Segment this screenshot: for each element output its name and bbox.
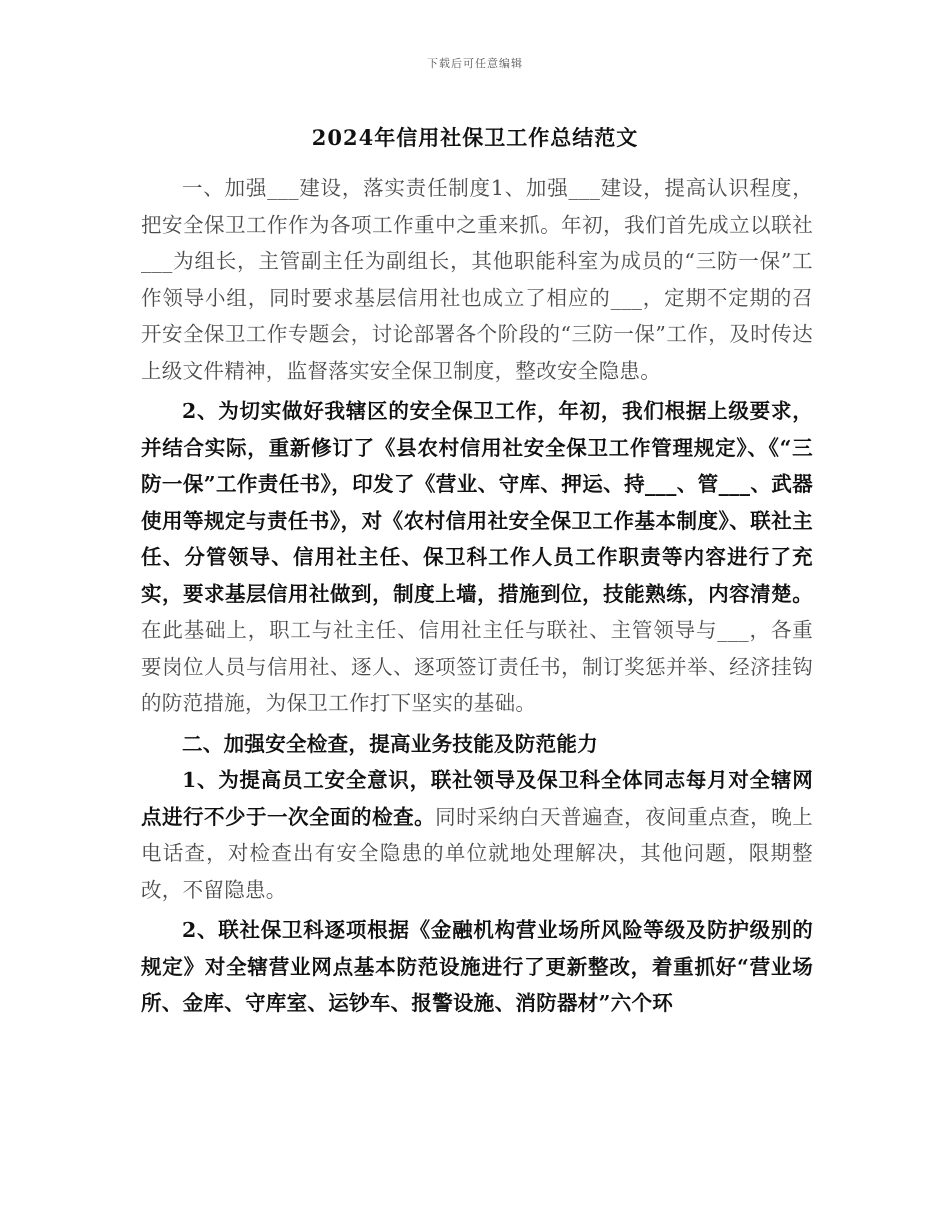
paragraph-3-bold-text: 1、为提高员工安全意识，联社领导及保卫科全体同志每月对全辖网点进行不少于一次全面的检查。 (141, 768, 813, 829)
paragraph-1: 一、加强___建设，落实责任制度1、加强___建设，提高认识程度，把安全保卫工作作为各项工作重中之重来抓。年初，我们首先成立以联社___为组长，主管副主任为副组长，其他职能科室为成员的“三防一保”工作领导小组，同时要求基层信用社也成立了相应的___，定期不定期的召开安全保卫工作专题会，讨论部署各个阶段的“三防一保”工作，及时传达上级文件精神，监督落实安全保卫制度，整改安全隐患。 (141, 176, 813, 383)
paragraph-2 (141, 393, 813, 722)
paragraph-2-plain-text: 在此基础上，职工与社主任、信用社主任与联社、主管领导与___，各重要岗位人员与信用社、逐人、逐项签订责任书，制订奖惩并举、经济挂钩的防范措施，为保卫工作打下坚实的基础。 (141, 618, 813, 715)
paragraph-3 (141, 762, 813, 908)
document-title: 2024年信用社保卫工作总结范文 (311, 125, 639, 150)
paragraph-4: 2、联社保卫科逐项根据《金融机构营业场所风险等级及防护级别的规定》对全辖营业网点基本防范设施进行了更新整改，着重抓好“营业场所、金库、守库室、运钞车、报警设施、消防器材”六个环 (141, 918, 813, 1015)
page-header-note: 下载后可任意编辑 (427, 57, 523, 70)
paragraph-3-plain-text: 同时采纳白天普遍查，夜间重点查，晚上电话查，对检查出有安全隐患的单位就地处理解决，其他问题，限期整改，不留隐患。 (141, 804, 813, 902)
section-heading-2: 二、加强安全检查，提高业务技能及防范能力 (182, 731, 598, 756)
paragraph-2-bold-text: 2、为切实做好我辖区的安全保卫工作，年初，我们根据上级要求，并结合实际，重新修订了《县农村信用社安全保卫工作管理规定》、《“三防一保”工作责任书》，印发了《营业、守库、押运、持___、管___、武器使用等规定与责任书》，对《农村信用社安全保卫工作基本制度》、联社主任、分管领导、信用社主任、保卫科工作人员工作职责等内容进行了充实，要求基层信用社做到，制度上墙，措施到位，技能熟练，内容清楚。 (141, 399, 813, 606)
document-body (141, 170, 813, 1022)
